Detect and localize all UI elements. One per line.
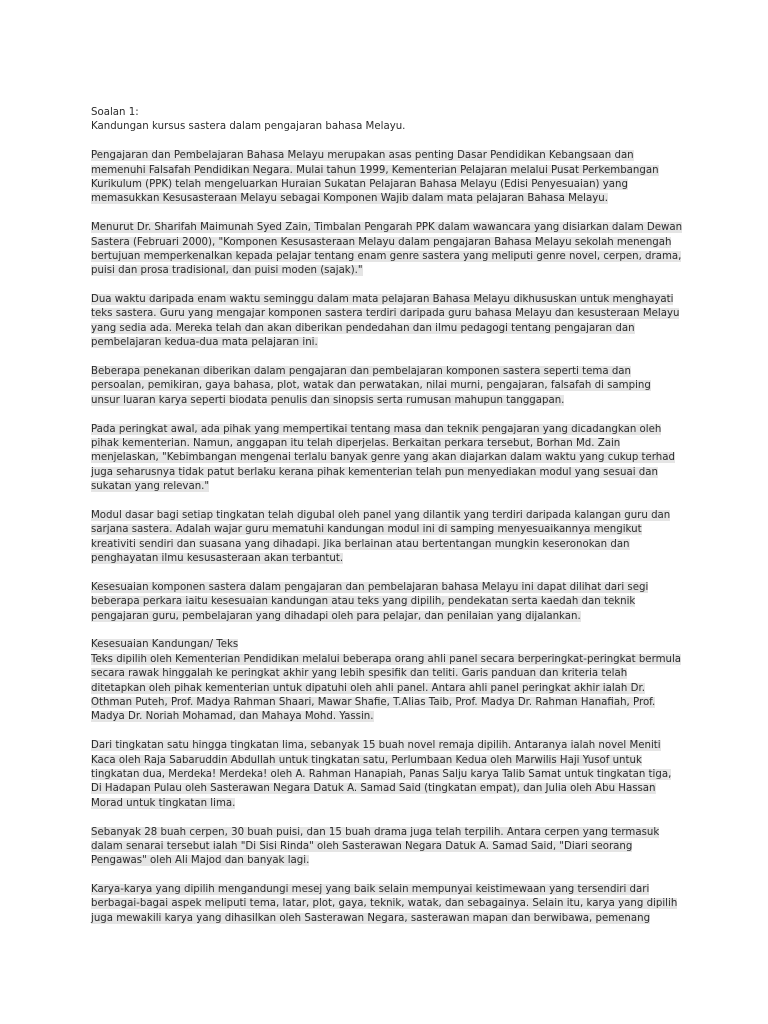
text-line-content: Sastera (Februari 2000), "Komponen Kesusasteraan Melayu dalam pengajaran Bahasa Melayu sekolah menengah [91,236,672,248]
text-line [91,423,681,437]
text-line-content: puisi dan prosa tradisional, dan puisi moden (sajak)." [91,265,363,277]
paragraph-gap [91,408,681,422]
text-line [91,466,681,480]
text-line [91,149,681,163]
paragraph [91,638,681,724]
text-line-content: Karya-karya yang dipilih mengandungi mesej yang baik selain mempunyai keistimewaan yang tersendiri dari [91,884,650,896]
text-line-content: pengajaran guru, pembelajaran yang dihadapi oleh para pelajar, dan penilaian yang dijalankan. [91,610,581,622]
paragraph [91,149,681,207]
text-line-content: Kurikulum (PPK) telah mengeluarkan Huraian Sukatan Pelajaran Bahasa Melayu (Edisi Penyesuaian) yang [91,178,628,190]
text-line-content: teks sastera. Guru yang mengajar komponen sastera terdiri daripada guru bahasa Melayu dan kesusteraan Melayu [91,308,680,320]
text-line-content: Sebanyak 28 buah cerpen, 30 buah puisi, dan 15 buah drama juga telah terpilih. Antara cerpen yang termasuk [91,826,660,838]
text-line [91,480,681,494]
paragraph-gap [91,567,681,581]
text-line-content: Beberapa penekanan diberikan dalam pengajaran dan pembelajaran komponen sastera seperti tema dan [91,366,632,378]
text-line-content: Kesesuaian Kandungan/ Teks [91,639,239,651]
text-line [91,610,681,624]
paragraph [91,581,681,624]
text-line [91,250,681,264]
text-line-content: sukatan yang relevan." [91,481,210,493]
text-line-content: Madya Dr. Noriah Mohamad, dan Mahaya Mohd. Yassin. [91,711,374,723]
text-line [91,638,681,652]
text-line-content: memasukkan Kesusasteraan Melayu sebagai Komponen Wajib dalam mata pelajaran Bahasa Melayu. [91,193,608,205]
text-line [91,897,681,911]
text-line-content: unsur luaran karya seperti biodata penulis dan sinopsis serta rumusan mahupun tanggapan. [91,394,565,406]
text-line-content: Othman Puteh, Prof. Madya Rahman Shaari, Mawar Shafie, T.Alias Taib, Prof. Madya Dr. Rahman Hanafiah, Prof. [91,697,656,709]
paragraph-gap [91,495,681,509]
text-line-content: Kesesuaian komponen sastera dalam pengajaran dan pembelajaran bahasa Melayu ini dapat dilihat dari segi [91,581,649,593]
paragraph [91,883,681,926]
text-line [91,365,681,379]
text-line [91,307,681,321]
text-line [91,264,681,278]
text-line [91,336,681,350]
text-line [91,883,681,897]
text-line-content: menjelaskan, "Kebimbangan mengenai terlalu banyak genre yang akan diajarkan dalam waktu yang cukup terhad [91,452,675,464]
paragraph [91,365,681,408]
text-line-content: Pengawas" oleh Ali Majod dan banyak lagi. [91,855,310,867]
paragraph-gap [91,725,681,739]
paragraph [91,423,681,495]
text-line-content: Di Hadapan Pulau oleh Sasterawan Negara Datuk A. Samad Said (tingkatan empat), dan Julia oleh Abu Hassan [91,783,656,795]
text-line-content: Teks dipilih oleh Kementerian Pendidikan melalui beberapa orang ahli panel secara berperingkat-peringkat bermula [91,653,682,665]
document-body [91,106,681,926]
text-line [91,322,681,336]
text-line [91,106,681,120]
text-line-content: berbagai-bagai aspek meliputi tema, latar, plot, gaya, teknik, watak, dan sebagainya. Selain itu, karya yang dipilih [91,898,678,910]
text-line-content: Dari tingkatan satu hingga tingkatan lima, sebanyak 15 buah novel remaja dipilih. Antaranya ialah novel Meniti [91,740,661,752]
text-line [91,178,681,192]
text-line-content: Kandungan kursus sastera dalam pengajaran bahasa Melayu. [91,121,406,133]
text-line [91,782,681,796]
paragraph-gap [91,135,681,149]
text-line-content: memenuhi Falsafah Pendidikan Negara. Mulai tahun 1999, Kementerian Pelajaran melalui Pusat Perkembangan [91,164,659,176]
text-line [91,164,681,178]
text-line [91,754,681,768]
text-line-content: kreativiti sendiri dan suasana yang dihadapi. Jika berlainan atau bertentangan mungkin keseronokan dan [91,538,630,550]
text-line [91,581,681,595]
text-line-content: juga seharusnya tidak patut berlaku kerana pihak kementerian telah pun menyediakan modul yang sesuai dan [91,466,658,478]
text-line-content: yang sedia ada. Mereka telah dan akan diberikan pendedahan dan ilmu pedagogi tentang pengajaran dan [91,322,635,334]
paragraph [91,221,681,279]
text-line [91,667,681,681]
text-line-content: bertujuan memperkenalkan kepada pelajar tentang enam genre sastera yang meliputi genre novel, cerpen, drama, [91,250,682,262]
text-line [91,739,681,753]
paragraph [91,509,681,567]
text-line [91,797,681,811]
paragraph [91,826,681,869]
text-line [91,840,681,854]
text-line-content: pembelajaran kedua-dua mata pelajaran ini. [91,337,318,349]
text-line-content: Pada peringkat awal, ada pihak yang mempertikai tentang masa dan teknik pengajaran yang dicadangkan oleh [91,423,662,435]
paragraph [91,739,681,811]
text-line [91,552,681,566]
text-line [91,696,681,710]
text-line [91,854,681,868]
text-line-content: juga mewakili karya yang dihasilkan oleh Sasterawan Negara, sasterawan mapan dan berwibawa, pemenang [91,912,651,924]
text-line [91,394,681,408]
text-line [91,120,681,134]
text-line [91,682,681,696]
text-line-content: dalam senarai tersebut ialah "Di Sisi Rinda" oleh Sasterawan Negara Datuk A. Samad Said, "Diari seorang [91,840,633,852]
text-line-content: beberapa perkara iaitu kesesuaian kandungan atau teks yang dipilih, pendekatan serta kaedah dan teknik [91,596,636,608]
paragraph-gap [91,869,681,883]
text-line [91,595,681,609]
text-line-content: sarjana sastera. Adalah wajar guru mematuhi kandungan modul ini di samping menyesuaikannya mengikut [91,524,642,536]
text-line [91,509,681,523]
text-line [91,192,681,206]
paragraph-gap [91,624,681,638]
text-line [91,379,681,393]
text-line [91,523,681,537]
text-line-content: Modul dasar bagi setiap tingkatan telah digubal oleh panel yang dilantik yang terdiri daripada kalangan guru dan [91,509,671,521]
text-line [91,221,681,235]
text-line [91,768,681,782]
text-line [91,293,681,307]
paragraph-gap [91,351,681,365]
text-line-content: secara rawak hinggalah ke peringkat akhir yang lebih spesifik dan teliti. Garis panduan dan kriteria telah [91,668,628,680]
text-line-content: Morad untuk tingkatan lima. [91,797,236,809]
paragraph-gap [91,207,681,221]
text-line-content: Soalan 1: [91,107,139,118]
text-line [91,236,681,250]
paragraph [91,293,681,351]
text-line-content: penghayatan ilmu kesusasteraan akan terbantut. [91,553,344,565]
text-line-content: pihak kementerian. Namun, anggapan itu telah diperjelas. Berkaitan perkara tersebut, Borhan Md. Zain [91,437,621,449]
paragraph-gap [91,279,681,293]
question-heading-block [91,106,681,135]
text-line-content: persoalan, pemikiran, gaya bahasa, plot, watak dan perwatakan, nilai murni, pengajaran, falsafah di samping [91,380,651,392]
text-line [91,653,681,667]
text-line [91,826,681,840]
paragraph-gap [91,811,681,825]
text-line-content: Menurut Dr. Sharifah Maimunah Syed Zain, Timbalan Pengarah PPK dalam wawancara yang disiarkan dalam Dewan [91,222,683,234]
text-line-content: Dua waktu daripada enam waktu seminggu dalam mata pelajaran Bahasa Melayu dikhususkan untuk menghayati [91,294,674,306]
text-line [91,710,681,724]
text-line [91,538,681,552]
text-line-content: Pengajaran dan Pembelajaran Bahasa Melayu merupakan asas penting Dasar Pendidikan Kebangsaan dan [91,150,634,162]
text-line [91,437,681,451]
text-line-content: Kaca oleh Raja Sabaruddin Abdullah untuk tingkatan satu, Perlumbaan Kedua oleh Marwilis Haji Yusof untuk [91,754,642,766]
text-line [91,912,681,926]
text-line-content: tingkatan dua, Merdeka! Merdeka! oleh A. Rahman Hanapiah, Panas Salju karya Talib Samat untuk tingkatan tiga, [91,768,672,780]
text-line-content: ditetapkan oleh pihak kementerian untuk dipatuhi oleh ahli panel. Antara ahli panel peringkat akhir ialah Dr. [91,682,645,694]
text-line [91,451,681,465]
